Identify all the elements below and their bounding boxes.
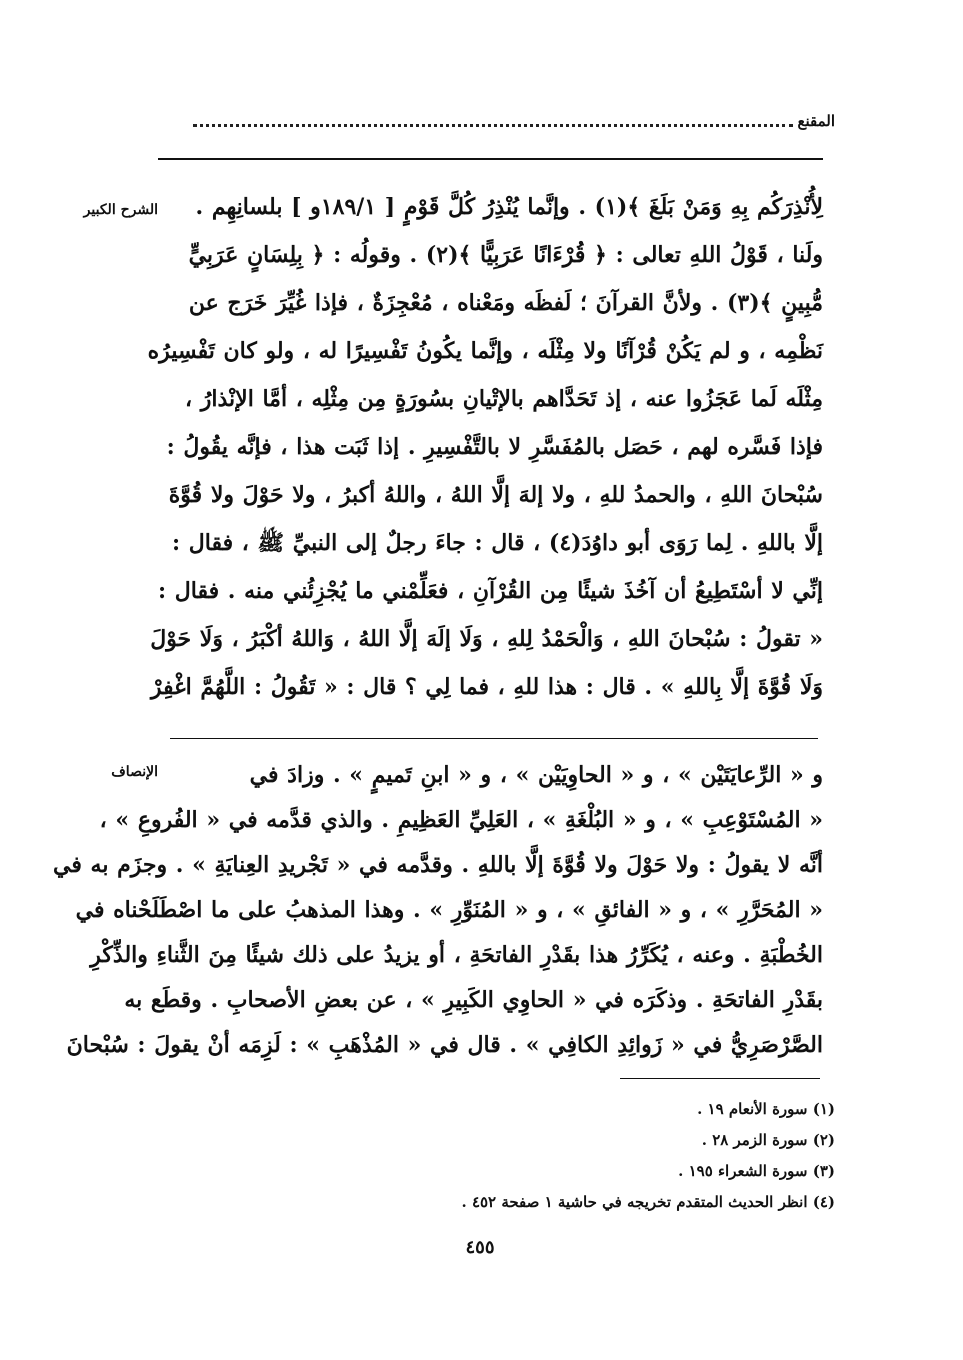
footnote: (٣) سورة الشعراء ١٩٥ .	[678, 1162, 835, 1180]
text-line: و « الرِّعايَتَيْن » ، و « الحاوِيَيْن » ، و « ابنِ تَميمٍ » . وزادَ في	[249, 762, 823, 788]
side-label-sharh: الشرح الكبير	[83, 202, 158, 218]
section-divider	[170, 738, 818, 739]
text-line: فإذا فَسَّره لهم ، حَصَل بالمُفَسَّرِ لا بالتَّفْسِيرِ . إذا ثَبَت هذا ، فإنَّه يقُولُ :	[166, 434, 823, 460]
text-line: إنِّي لا أسْتَطِيعُ أن آخُذَ شيئًا مِن القُرْآنِ ، فعَلِّمْني ما يُجْزِئُني منه . فقال :	[158, 578, 823, 604]
text-line: إلَّا باللهِ . لِما رَوَى أبو داوُدَ(٤) ، قال : جاءَ رجلٌ إلى النبيِّ ﷺ ، فقال :	[172, 530, 823, 556]
header-dotted-leader	[193, 114, 793, 127]
text-line: لِأُنْذِرَكُم بِهِ وَمَنْ بَلَغَ ﴾(١) . وإنَّما يُنْذِرُ كُلَّ قَوْمٍ [ ١٨٩/١و ] بلسانِهِم .	[195, 194, 823, 220]
text-line: مِثْلَه لَما عَجَزُوا عنه ، إذ تَحَدَّاهم بالإتْيانِ بسُورَةٍ مِن مِثْلِه ، أمَّا الإنْذارُ ،	[184, 386, 823, 412]
side-label-insaf: الإنصاف	[111, 764, 158, 780]
header-label: المقنع	[797, 112, 835, 130]
text-line: « المُحَرَّرِ » ، و « الفائقِ » ، و « المُنَوِّرِ » . وهذا المذهبُ على ما اصْطَلَحْناه في	[75, 897, 823, 923]
header-rule	[158, 158, 823, 160]
text-line: « المُسْتَوْعِبِ » ، و « البُلْغَةِ » ، العَلِيِّ العَظِيمِ . والذي قدَّمه في « الفُروعِ » ،	[99, 807, 823, 833]
text-line: أنَّه لا يقولُ : ولا حَوْلَ ولا قُوَّةَ إلَّا باللهِ . وقدَّمه في « تَجْريدِ العِنايَةِ » . وجزَم به في	[53, 852, 823, 878]
footnote: (١) سورة الأنعام ١٩ .	[697, 1100, 835, 1118]
page-number: ٤٥٥	[465, 1237, 495, 1258]
footnote: (٢) سورة الزمر ٢٨ .	[701, 1131, 835, 1149]
text-line: وَلَا قُوَّةَ إلَّا بِاللهِ » . قال : هذا للهِ ، فما لِي ؟ قال : « تَقُولُ : اللَّهُمَّ اغْفِرْ	[150, 674, 823, 700]
text-line: سُبْحانَ اللهِ ، والحمدُ للهِ ، ولا إلهَ إلَّا اللهُ ، واللهُ أكبرُ ، ولا حَوْلَ ولا قُوَّةَ	[168, 482, 823, 508]
text-line: نَظْمِه ، و لم يَكُنْ قُرْآنًا ولا مِثْلَه ، وإنَّما يكُونُ تَفْسِيرًا له ، ولو كان تَفْسِيرُه	[147, 338, 823, 364]
text-line: « تقولُ : سُبْحانَ اللهِ ، وَالْحَمْدُ لِلهِ ، وَلَا إلَهَ إلَّا اللهُ ، وَاللهُ أكْبَرُ ، وَلَا حَوْلَ	[150, 626, 823, 652]
text-line: ولَنا ، قَوْلُ اللهِ تعالى : ﴿ قُرْءَانًا عَرَبِيًّا ﴾(٢) . وقولُه : ﴿ بِلِسَانٍ عَرَبِيٍّ	[188, 242, 823, 268]
footnotes	[300, 1094, 835, 1218]
text-line: الخُطْبَةِ . وعنه ، يُكَرِّرُ هذا بقَدْرِ الفاتحَةِ ، أو يزيدُ على ذلك شيئًا مِنَ الثَّناءِ والذِّكْرِ	[90, 942, 823, 968]
text-line: مُّبِينٍ ﴾(٣) . ولأنَّ القرآنَ ؛ لَفظَه ومَعْناه ، مُعْجِزَةٌ ، فإذا غُيِّرَ خَرَج عن	[188, 290, 823, 316]
text-line: بقَدْرِ الفاتحَةِ . وذكَرَه في « الحاوِي الكَبِيرِ » ، عن بعضِ الأصحابِ . وقطَع به	[124, 987, 823, 1013]
page-header	[155, 112, 835, 142]
sharh-paragraph	[147, 188, 823, 716]
footnote: (٤) انظر الحديث المتقدم تخريجه في حاشية ١ صفحة ٤٥٢ .	[461, 1193, 835, 1211]
footnote-rule	[620, 1078, 820, 1079]
sharh-text-block	[147, 188, 823, 716]
text-line: الصَّرْصَرِيُّ في « زَوائِدِ الكافِي » . قال في « المُذْهَبِ » : لَزِمَه أنْ يقولَ : سُبْحانَ	[66, 1032, 823, 1058]
